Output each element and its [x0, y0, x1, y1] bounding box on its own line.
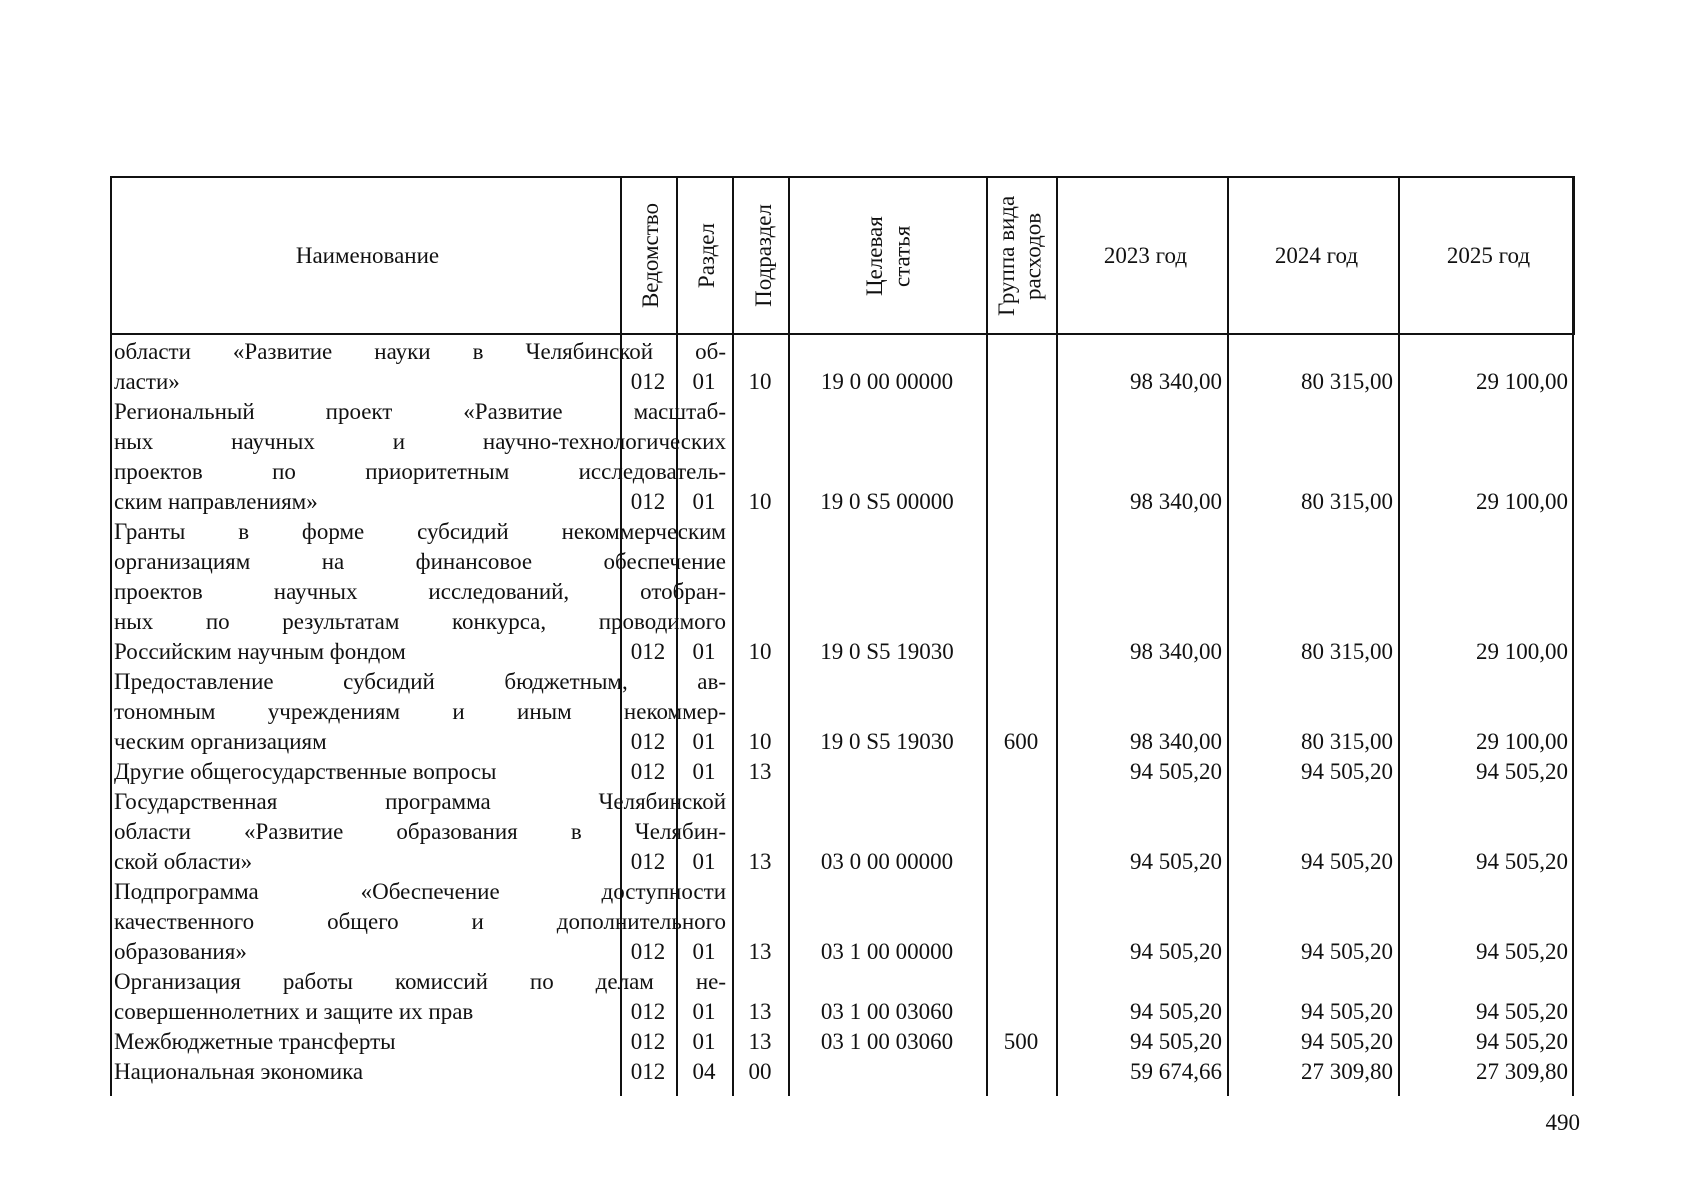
table-row [110, 757, 1575, 787]
header-name: Наименование [295, 242, 440, 268]
row-2025: 94 505,20 [1476, 849, 1568, 874]
row-podrazdel: 10 [748, 489, 772, 514]
table-row [110, 337, 1575, 397]
header-podrazdel: Подраздел [750, 204, 776, 307]
row-razdel: 01 [692, 489, 716, 514]
row-2023: 94 505,20 [1130, 759, 1222, 784]
row-2024: 94 505,20 [1301, 999, 1393, 1024]
row-razdel: 04 [692, 1059, 716, 1084]
row-gruppa: 600 [1003, 729, 1039, 754]
row-name: Национальная экономика [114, 1059, 364, 1084]
row-vedomstvo: 012 [630, 759, 666, 784]
table-row [110, 787, 1575, 877]
row-podrazdel: 00 [748, 1059, 772, 1084]
header-2024: 2024 год [1274, 242, 1359, 268]
row-2024: 80 315,00 [1301, 639, 1393, 664]
header-2023: 2023 год [1103, 242, 1188, 268]
header-gruppa: Группа вида расходов [994, 195, 1046, 316]
row-name: Другие общегосударственные вопросы [114, 759, 497, 784]
row-2025: 94 505,20 [1476, 999, 1568, 1024]
row-2023: 98 340,00 [1130, 729, 1222, 754]
row-podrazdel: 13 [748, 849, 772, 874]
row-2023: 98 340,00 [1130, 489, 1222, 514]
row-2023: 94 505,20 [1130, 849, 1222, 874]
table-header [110, 176, 1575, 335]
row-podrazdel: 13 [748, 999, 772, 1024]
row-name: Организация работы комиссий по делам не- совершеннолетних и защите их прав [114, 969, 726, 1024]
table-row [110, 1057, 1575, 1087]
row-name: Региональный проект «Развитие масштаб- ных научных и научно-технологических проектов по приоритетным исследователь- ским направлениям» [114, 399, 726, 514]
row-tselevaya: 19 0 S5 19030 [820, 639, 954, 664]
row-vedomstvo: 012 [630, 369, 666, 394]
table-row [110, 1027, 1575, 1057]
row-razdel: 01 [692, 1029, 716, 1054]
row-2024: 94 505,20 [1301, 1029, 1393, 1054]
row-name: области «Развитие науки в Челябинской об- ласти» [114, 339, 726, 394]
row-tselevaya: 03 1 00 03060 [820, 999, 954, 1024]
row-2025: 29 100,00 [1476, 729, 1568, 754]
header-2025: 2025 год [1446, 242, 1531, 268]
row-2025: 29 100,00 [1476, 639, 1568, 664]
row-razdel: 01 [692, 369, 716, 394]
row-2023: 98 340,00 [1130, 369, 1222, 394]
row-gruppa: 500 [1003, 1029, 1039, 1054]
row-razdel: 01 [692, 939, 716, 964]
header-vedomstvo: Ведомство [638, 202, 664, 309]
row-2024: 80 315,00 [1301, 489, 1393, 514]
row-name: Гранты в форме субсидий некоммерческим организациям на финансовое обеспечение проектов научных исследований, отобран- ных по результатам конкурса, проводимого Российским научным фондом [114, 519, 726, 664]
row-2023: 94 505,20 [1130, 999, 1222, 1024]
row-vedomstvo: 012 [630, 849, 666, 874]
row-vedomstvo: 012 [630, 489, 666, 514]
row-tselevaya: 03 0 00 00000 [820, 849, 954, 874]
row-2023: 94 505,20 [1130, 1029, 1222, 1054]
row-2025: 94 505,20 [1476, 939, 1568, 964]
row-tselevaya: 03 1 00 03060 [820, 1029, 954, 1054]
header-tselevaya-statya: Целевая статья [862, 215, 915, 296]
row-2024: 80 315,00 [1301, 369, 1393, 394]
table-row [110, 967, 1575, 1027]
row-2024: 94 505,20 [1301, 849, 1393, 874]
row-podrazdel: 10 [748, 729, 772, 754]
row-2023: 59 674,66 [1130, 1059, 1222, 1084]
row-name: Межбюджетные трансферты [114, 1029, 396, 1054]
row-tselevaya: 03 1 00 00000 [820, 939, 954, 964]
row-2023: 98 340,00 [1130, 639, 1222, 664]
table-row [110, 877, 1575, 967]
row-2024: 27 309,80 [1301, 1059, 1393, 1084]
table-row [110, 397, 1575, 517]
row-2024: 94 505,20 [1301, 939, 1393, 964]
row-2025: 94 505,20 [1476, 759, 1568, 784]
row-razdel: 01 [692, 639, 716, 664]
row-razdel: 01 [692, 759, 716, 784]
table-body [110, 337, 1575, 1096]
row-tselevaya: 19 0 S5 00000 [820, 489, 954, 514]
row-podrazdel: 10 [748, 369, 772, 394]
row-2025: 29 100,00 [1476, 489, 1568, 514]
row-2025: 27 309,80 [1476, 1059, 1568, 1084]
row-vedomstvo: 012 [630, 639, 666, 664]
row-2024: 94 505,20 [1301, 759, 1393, 784]
row-vedomstvo: 012 [630, 999, 666, 1024]
row-podrazdel: 13 [748, 1029, 772, 1054]
row-podrazdel: 13 [748, 759, 772, 784]
row-vedomstvo: 012 [630, 729, 666, 754]
table-row [110, 667, 1575, 757]
row-razdel: 01 [692, 999, 716, 1024]
row-vedomstvo: 012 [630, 1059, 666, 1084]
row-tselevaya: 19 0 00 00000 [820, 369, 954, 394]
row-vedomstvo: 012 [630, 1029, 666, 1054]
table-row [110, 517, 1575, 667]
row-name: Предоставление субсидий бюджетным, ав- тономным учреждениям и иным некоммер- ческим организациям [114, 669, 726, 754]
row-vedomstvo: 012 [630, 939, 666, 964]
row-2024: 80 315,00 [1301, 729, 1393, 754]
row-2025: 29 100,00 [1476, 369, 1568, 394]
row-podrazdel: 10 [748, 639, 772, 664]
row-2025: 94 505,20 [1476, 1029, 1568, 1054]
row-razdel: 01 [692, 849, 716, 874]
row-name: Государственная программа Челябинской области «Развитие образования в Челябин- ской области» [114, 789, 726, 874]
row-razdel: 01 [692, 729, 716, 754]
row-podrazdel: 13 [748, 939, 772, 964]
row-tselevaya: 19 0 S5 19030 [820, 729, 954, 754]
row-name: Подпрограмма «Обеспечение доступности качественного общего и дополнительного образования» [114, 879, 726, 964]
row-2023: 94 505,20 [1130, 939, 1222, 964]
page-number: 490 [1545, 1110, 1580, 1135]
header-razdel: Раздел [694, 222, 720, 289]
